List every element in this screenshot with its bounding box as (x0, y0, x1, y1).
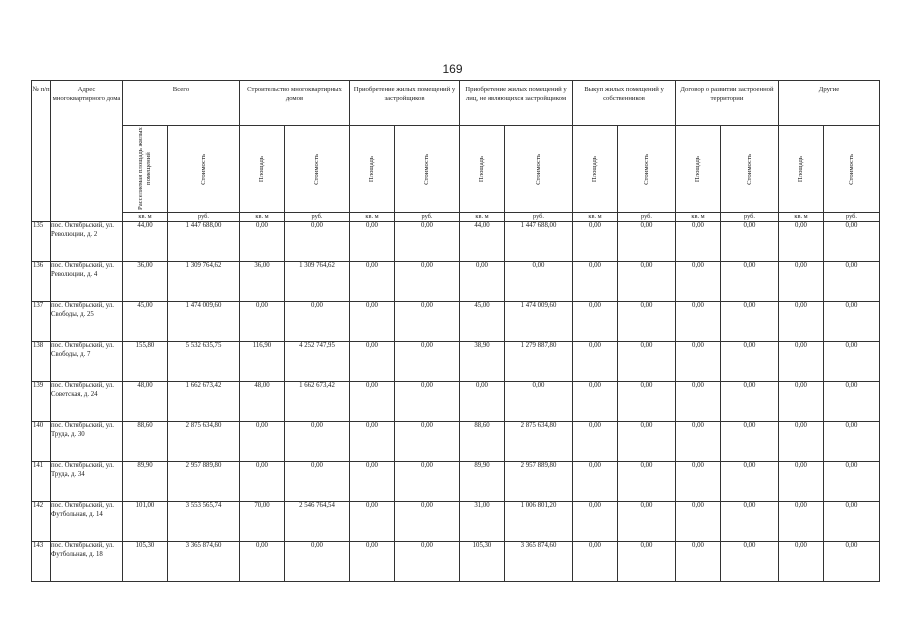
unit-area: кв. м (676, 213, 721, 222)
area-cell: 0,00 (573, 382, 618, 422)
area-cell: 0,00 (350, 302, 395, 342)
area-cell: 0,00 (779, 462, 824, 502)
area-cell: 0,00 (350, 342, 395, 382)
header-group-purchase-non-developer: Приобретение жилых помещений у лиц, не являющихся застройщиком (460, 81, 573, 126)
area-cell: 0,00 (240, 542, 285, 582)
area-cell: 36,00 (240, 262, 285, 302)
cost-cell: 0,00 (395, 542, 460, 582)
group-header-row (32, 81, 880, 126)
cost-cell: 0,00 (285, 422, 350, 462)
area-cell: 0,00 (779, 342, 824, 382)
header-group-territory-development: Договор о развитии застроенной территории (676, 81, 779, 126)
area-cell: 0,00 (676, 342, 721, 382)
subheader-cost: Стоимость (824, 126, 880, 213)
row-number: 143 (32, 542, 51, 582)
area-cell: 116,90 (240, 342, 285, 382)
cost-cell: 2 875 634,80 (168, 422, 240, 462)
area-cell: 44,00 (123, 222, 168, 262)
row-address: пос. Октябрьский, ул. Революции, д. 2 (51, 222, 123, 262)
area-cell: 0,00 (779, 542, 824, 582)
cost-cell: 1 662 673,42 (285, 382, 350, 422)
area-cell: 0,00 (779, 502, 824, 542)
cost-cell: 0,00 (721, 542, 779, 582)
area-cell: 155,80 (123, 342, 168, 382)
cost-cell: 0,00 (285, 222, 350, 262)
area-cell: 88,60 (460, 422, 505, 462)
cost-cell: 1 279 887,80 (505, 342, 573, 382)
area-cell: 0,00 (350, 222, 395, 262)
cost-cell: 0,00 (285, 462, 350, 502)
area-cell: 105,30 (460, 542, 505, 582)
row-number: 137 (32, 302, 51, 342)
cost-cell: 0,00 (395, 222, 460, 262)
cost-cell: 0,00 (395, 342, 460, 382)
area-cell: 0,00 (573, 422, 618, 462)
area-cell: 38,90 (460, 342, 505, 382)
cost-cell: 4 252 747,95 (285, 342, 350, 382)
area-cell: 70,00 (240, 502, 285, 542)
cost-cell: 0,00 (395, 382, 460, 422)
cost-cell: 0,00 (618, 262, 676, 302)
area-cell: 48,00 (240, 382, 285, 422)
unit-area: кв. м (350, 213, 395, 222)
row-address: пос. Октябрьский, ул. Футбольная, д. 14 (51, 502, 123, 542)
area-cell: 0,00 (573, 542, 618, 582)
cost-cell: 3 365 874,60 (168, 542, 240, 582)
cost-cell: 0,00 (721, 462, 779, 502)
cost-cell: 0,00 (618, 422, 676, 462)
area-cell: 31,00 (460, 502, 505, 542)
area-cell: 0,00 (676, 262, 721, 302)
area-cell: 0,00 (779, 262, 824, 302)
cost-cell: 0,00 (824, 262, 880, 302)
area-cell: 0,00 (350, 262, 395, 302)
unit-cost: руб. (395, 213, 460, 222)
unit-cost: руб. (618, 213, 676, 222)
subheader-area: Площадь (350, 126, 395, 213)
cost-cell: 0,00 (285, 542, 350, 582)
table-row (32, 222, 880, 262)
cost-cell: 0,00 (618, 462, 676, 502)
area-cell: 0,00 (573, 502, 618, 542)
sub-header-row (32, 126, 880, 213)
cost-cell: 0,00 (505, 382, 573, 422)
page-number: 169 (442, 62, 463, 76)
area-cell: 0,00 (779, 222, 824, 262)
area-cell: 0,00 (573, 342, 618, 382)
row-number: 142 (32, 502, 51, 542)
area-cell: 0,00 (676, 422, 721, 462)
unit-cost: руб. (285, 213, 350, 222)
cost-cell: 1 309 764,62 (285, 262, 350, 302)
table-row (32, 342, 880, 382)
table-row (32, 302, 880, 342)
cost-cell: 2 957 889,80 (505, 462, 573, 502)
cost-cell: 0,00 (618, 382, 676, 422)
table-row (32, 542, 880, 582)
area-cell: 48,00 (123, 382, 168, 422)
header-address: Адрес многоквартирного дома (51, 81, 123, 222)
cost-cell: 2 546 764,54 (285, 502, 350, 542)
table-row (32, 502, 880, 542)
subheader-cost: Стоимость (168, 126, 240, 213)
subheader-cost: Стоимость (505, 126, 573, 213)
area-cell: 0,00 (240, 222, 285, 262)
row-address: пос. Октябрьский, ул. Свободы, д. 25 (51, 302, 123, 342)
subheader-area: Площадь (676, 126, 721, 213)
cost-cell: 1 447 688,00 (168, 222, 240, 262)
cost-cell: 0,00 (395, 422, 460, 462)
cost-cell: 0,00 (395, 502, 460, 542)
area-cell: 45,00 (460, 302, 505, 342)
table-row (32, 462, 880, 502)
cost-cell: 0,00 (721, 222, 779, 262)
cost-cell: 0,00 (824, 502, 880, 542)
cost-cell: 0,00 (505, 262, 573, 302)
row-address: пос. Октябрьский, ул. Советская, д. 24 (51, 382, 123, 422)
area-cell: 89,90 (123, 462, 168, 502)
cost-cell: 0,00 (395, 262, 460, 302)
subheader-cost: Стоимость (395, 126, 460, 213)
subheader-area: Площадь (573, 126, 618, 213)
cost-cell: 0,00 (618, 222, 676, 262)
cost-cell: 0,00 (721, 342, 779, 382)
area-cell: 0,00 (460, 262, 505, 302)
cost-cell: 0,00 (618, 342, 676, 382)
cost-cell: 0,00 (618, 542, 676, 582)
area-cell: 89,90 (460, 462, 505, 502)
cost-cell: 0,00 (395, 462, 460, 502)
subheader-area: Площадь (240, 126, 285, 213)
subheader-cost: Стоимость (285, 126, 350, 213)
area-cell: 0,00 (779, 302, 824, 342)
row-number: 141 (32, 462, 51, 502)
cost-cell: 0,00 (824, 462, 880, 502)
area-cell: 0,00 (240, 302, 285, 342)
cost-cell: 0,00 (721, 382, 779, 422)
cost-cell: 0,00 (721, 502, 779, 542)
cost-cell: 1 474 009,60 (168, 302, 240, 342)
cost-cell: 0,00 (824, 382, 880, 422)
cost-cell: 1 662 673,42 (168, 382, 240, 422)
row-address: пос. Октябрьский, ул. Революции, д. 4 (51, 262, 123, 302)
unit-cost: руб. (721, 213, 779, 222)
cost-cell: 0,00 (824, 222, 880, 262)
area-cell: 0,00 (350, 462, 395, 502)
cost-cell: 0,00 (721, 262, 779, 302)
cost-cell: 0,00 (285, 302, 350, 342)
subheader-cost: Стоимость (618, 126, 676, 213)
area-cell: 88,60 (123, 422, 168, 462)
area-cell: 0,00 (676, 302, 721, 342)
header-group-construction: Строительство многоквартирных домов (240, 81, 350, 126)
unit-area: кв. м (240, 213, 285, 222)
row-address: пос. Октябрьский, ул. Труда, д. 30 (51, 422, 123, 462)
area-cell: 36,00 (123, 262, 168, 302)
row-number: 136 (32, 262, 51, 302)
header-group-purchase-developer: Приобретение жилых помещений у застройщиков (350, 81, 460, 126)
unit-cost: руб. (505, 213, 573, 222)
unit-area: кв. м (123, 213, 168, 222)
table-body (32, 222, 880, 582)
cost-cell: 0,00 (824, 302, 880, 342)
cost-cell: 0,00 (395, 302, 460, 342)
unit-cost: руб. (168, 213, 240, 222)
header-group-other: Другие (779, 81, 880, 126)
header-group-buyout: Выкуп жилых помещений у собственников (573, 81, 676, 126)
area-cell: 0,00 (240, 422, 285, 462)
area-cell: 101,00 (123, 502, 168, 542)
unit-cost: руб. (824, 213, 880, 222)
units-row (32, 213, 880, 222)
row-address: пос. Октябрьский, ул. Футбольная, д. 18 (51, 542, 123, 582)
area-cell: 0,00 (779, 382, 824, 422)
area-cell: 45,00 (123, 302, 168, 342)
row-number: 138 (32, 342, 51, 382)
area-cell: 105,30 (123, 542, 168, 582)
unit-area: кв. м (573, 213, 618, 222)
row-number: 135 (32, 222, 51, 262)
cost-cell: 1 006 801,20 (505, 502, 573, 542)
header-group-total: Всего (123, 81, 240, 126)
row-address: пос. Октябрьский, ул. Свободы, д. 7 (51, 342, 123, 382)
cost-cell: 1 474 009,60 (505, 302, 573, 342)
resettlement-table (31, 80, 880, 582)
table-row (32, 382, 880, 422)
area-cell: 0,00 (676, 462, 721, 502)
cost-cell: 3 365 874,60 (505, 542, 573, 582)
cost-cell: 3 553 565,74 (168, 502, 240, 542)
area-cell: 0,00 (350, 542, 395, 582)
cost-cell: 1 309 764,62 (168, 262, 240, 302)
area-cell: 44,00 (460, 222, 505, 262)
area-cell: 0,00 (350, 422, 395, 462)
table-row (32, 262, 880, 302)
cost-cell: 0,00 (824, 342, 880, 382)
cost-cell: 0,00 (824, 422, 880, 462)
area-cell: 0,00 (676, 382, 721, 422)
area-cell: 0,00 (573, 222, 618, 262)
area-cell: 0,00 (676, 542, 721, 582)
area-cell: 0,00 (240, 462, 285, 502)
cost-cell: 1 447 688,00 (505, 222, 573, 262)
area-cell: 0,00 (779, 422, 824, 462)
area-cell: 0,00 (350, 502, 395, 542)
area-cell: 0,00 (460, 382, 505, 422)
cost-cell: 0,00 (618, 502, 676, 542)
subheader-cost: Стоимость (721, 126, 779, 213)
area-cell: 0,00 (573, 462, 618, 502)
cost-cell: 2 957 889,80 (168, 462, 240, 502)
unit-area: кв. м (779, 213, 824, 222)
row-number: 139 (32, 382, 51, 422)
area-cell: 0,00 (350, 382, 395, 422)
subheader-area: Площадь (779, 126, 824, 213)
cost-cell: 0,00 (721, 422, 779, 462)
area-cell: 0,00 (676, 222, 721, 262)
cost-cell: 0,00 (721, 302, 779, 342)
area-cell: 0,00 (676, 502, 721, 542)
area-cell: 0,00 (573, 302, 618, 342)
subheader-resettled-area: Расселяемая площадь жилых помещений (123, 126, 168, 213)
unit-area: кв. м (460, 213, 505, 222)
cost-cell: 0,00 (618, 302, 676, 342)
cost-cell: 0,00 (824, 542, 880, 582)
row-number: 140 (32, 422, 51, 462)
table-row (32, 422, 880, 462)
cost-cell: 2 875 634,80 (505, 422, 573, 462)
row-address: пос. Октябрьский, ул. Труда, д. 34 (51, 462, 123, 502)
header-number: № п/п (32, 81, 51, 222)
area-cell: 0,00 (573, 262, 618, 302)
subheader-area: Площадь (460, 126, 505, 213)
cost-cell: 5 532 635,75 (168, 342, 240, 382)
